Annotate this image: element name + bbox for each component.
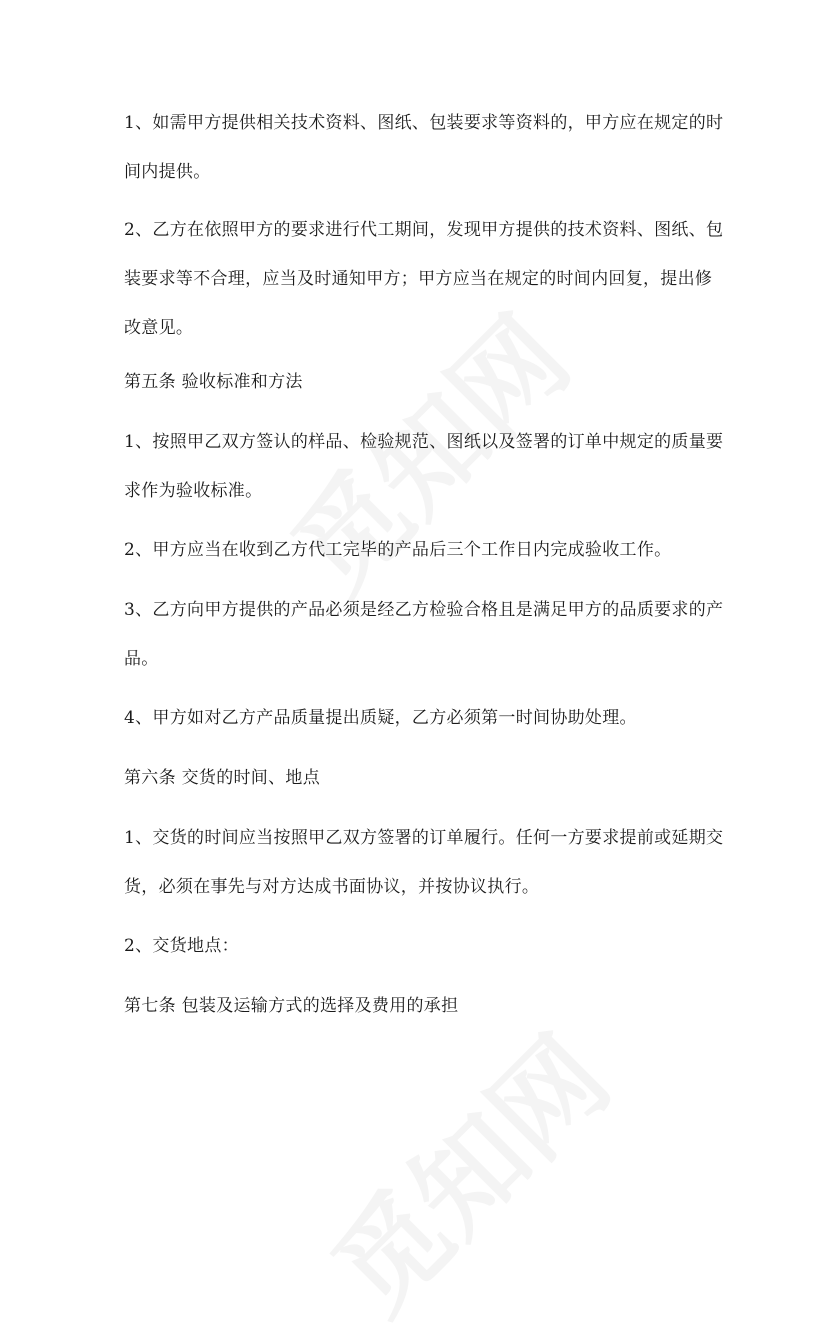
article-7-heading: 第七条 包装及运输方式的选择及费用的承担: [124, 996, 459, 1016]
paragraph-acceptance-period: 2、甲方应当在收到乙方代工完毕的产品后三个工作日内完成验收工作。: [124, 540, 672, 560]
paragraph-acceptance-standard: 1、按照甲乙双方签认的样品、检验规范、图纸以及签署的订单中规定的质量要求作为验收标准。: [124, 432, 724, 501]
paragraph-tech-materials: 1、如需甲方提供相关技术资料、图纸、包装要求等资料的，甲方应在规定的时间内提供。: [124, 113, 724, 182]
paragraph-quality-dispute: 4、甲方如对乙方产品质量提出质疑，乙方必须第一时间协助处理。: [124, 708, 637, 728]
paragraph-notify-changes: 2、乙方在依照甲方的要求进行代工期间，发现甲方提供的技术资料、图纸、包装要求等不合理，应当及时通知甲方；甲方应当在规定的时间内回复，提出修改意见。: [124, 220, 724, 338]
article-6-heading: 第六条 交货的时间、地点: [124, 768, 321, 788]
paragraph-delivery-location: 2、交货地点：: [124, 936, 239, 956]
watermark: [292, 996, 637, 1341]
paragraph-delivery-time: 1、交货的时间应当按照甲乙双方签署的订单履行。任何一方要求提前或延期交货，必须在事先与对方达成书面协议，并按协议执行。: [124, 828, 724, 897]
paragraph-product-quality: 3、乙方向甲方提供的产品必须是经乙方检验合格且是满足甲方的品质要求的产品。: [124, 600, 724, 669]
article-5-heading: 第五条 验收标准和方法: [124, 372, 303, 392]
